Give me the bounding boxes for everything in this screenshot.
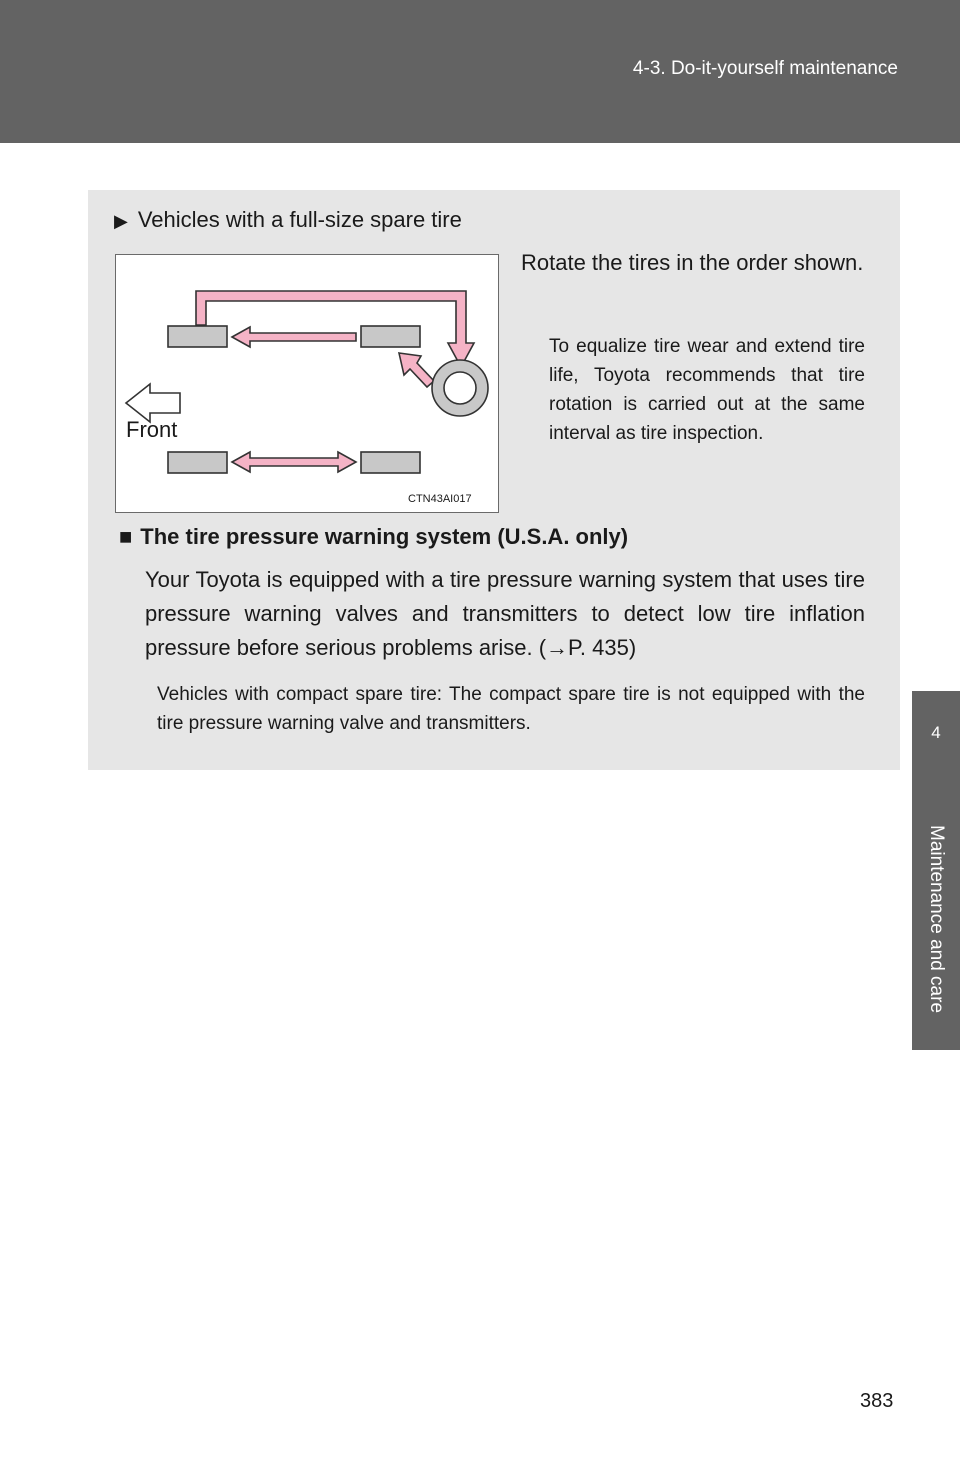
chapter-tab-text: Maintenance and care	[926, 824, 947, 1013]
rotation-arrow-left	[232, 327, 356, 347]
lead-text: Vehicles with a full-size spare tire	[137, 207, 462, 232]
rotation-arrow-double	[232, 452, 356, 472]
fine-print: Vehicles with compact spare tire: The compact spare tire is not equipped with the tire pressure warning valve and transmitters.	[157, 684, 865, 734]
rotation-note: To equalize tire wear and extend tire life, Toyota recommends that tire rotation is carried out at the same interval as tire inspection.	[549, 336, 865, 444]
figure-code: CTN43AI017	[408, 493, 472, 505]
info-panel	[88, 190, 900, 770]
section-heading	[119, 524, 628, 550]
tire-rear-right	[361, 452, 420, 473]
chapter-tab-number[interactable]: 4	[912, 691, 960, 787]
tire-rotation-diagram	[115, 254, 499, 513]
rotation-arrow-diagonal	[399, 353, 434, 387]
rotation-arrow-top	[196, 291, 474, 367]
page-header	[0, 0, 960, 143]
rotate-instruction: Rotate the tires in the order shown.	[521, 250, 864, 275]
section-heading-text: The tire pressure warning system (U.S.A. only)	[140, 524, 629, 549]
section-title: 4-3. Do-it-yourself maintenance	[632, 58, 898, 79]
lead-line	[114, 207, 462, 233]
square-bullet-icon: ■	[119, 524, 133, 549]
triangle-bullet-icon: ▶	[114, 211, 128, 231]
tire-front-left	[168, 326, 227, 347]
page-number: 383	[860, 1390, 894, 1412]
chapter-tab-label[interactable]	[912, 787, 960, 1050]
rotation-diagram-svg	[116, 255, 500, 514]
section-body: Your Toyota is equipped with a tire pressure warning system that uses tire pressure warning valves and transmitters to detect low tire inflation pressure before serious problems arise. (→P. 435)	[145, 567, 865, 660]
tire-rear-left	[361, 326, 420, 347]
front-label: Front	[126, 417, 178, 442]
tire-front-right	[168, 452, 227, 473]
